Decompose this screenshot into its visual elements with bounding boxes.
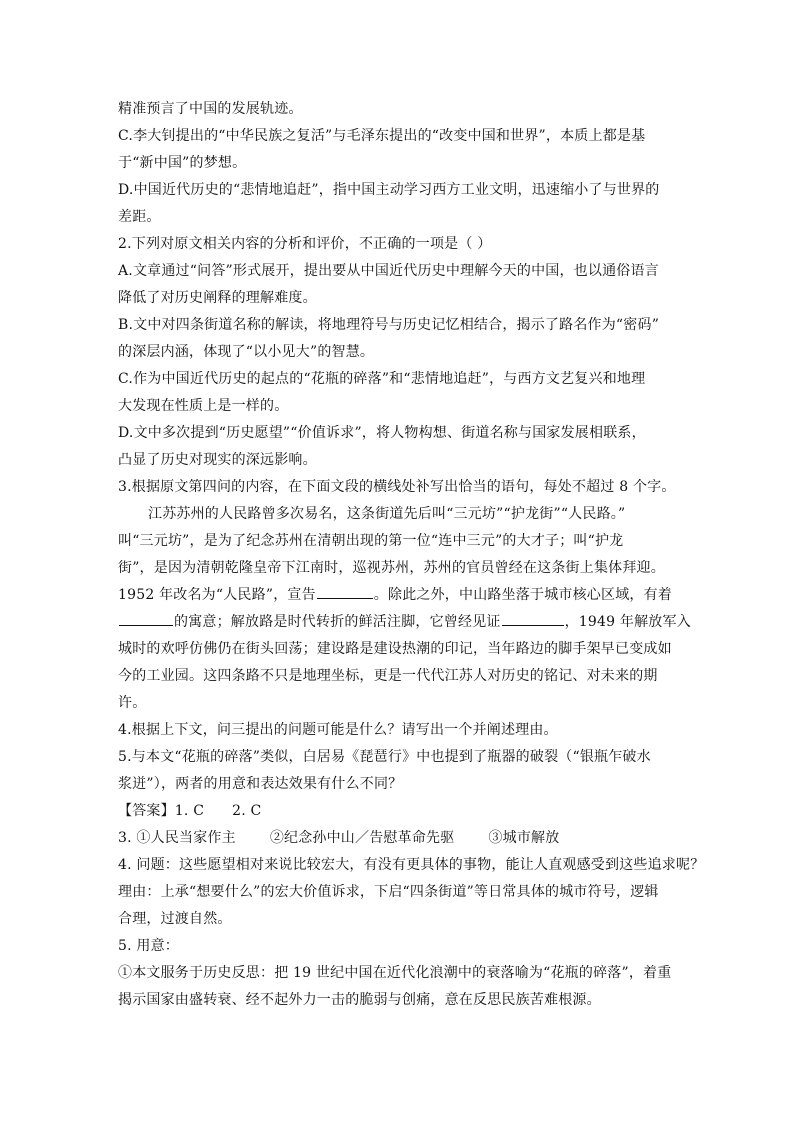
passage-text: 的寓意；解放路是时代转折的鲜活注脚，它曾经见证	[174, 614, 501, 630]
answer-text: 3. ①人民当家作主	[118, 830, 236, 846]
text-line: 浆迸”），两者的用意和表达效果有什么不同？	[118, 776, 403, 792]
passage-line: 叫“三元坊”，是为了纪念苏州在清朝出现的第一位“连中三元”的大才子；叫“护龙	[118, 533, 624, 549]
answer-line: 5. 用意：	[118, 938, 180, 954]
passage-line: 街”，是因为清朝乾隆皇帝下江南时，巡视苏州，苏州的官员曾经在这条街上集体拜迎。	[118, 560, 665, 576]
passage-line: 今的工业园。这四条路不只是地理坐标，更是一代代江苏人对历史的铭记、对未来的期	[118, 668, 658, 684]
text-line: 差距。	[118, 209, 161, 225]
answer-line: ①本文服务于历史反思：把 19 世纪中国在近代化浪潮中的衰落喻为“花瓶的碎落”，着重	[118, 965, 672, 981]
answer-line	[118, 798, 678, 825]
answer-line	[118, 825, 678, 852]
document-page	[118, 96, 705, 1014]
passage-line: 江苏苏州的人民路曾多次易名，这条街道先后叫“三元坊”“护龙街”“人民路。”	[148, 506, 626, 522]
answer-text: ③城市解放	[488, 830, 560, 846]
text-line: 凸显了历史对现实的深远影响。	[118, 452, 317, 468]
answer-text: ②纪念孙中山／告慰革命先驱	[269, 830, 455, 846]
text-line: 大发现在性质上是一样的。	[118, 398, 289, 414]
option-d-line: D.文中多次提到“历史愿望”“价值诉求”，将人物构想、街道名称与国家发展相联系，	[118, 425, 646, 441]
fill-in-blank	[502, 609, 564, 626]
question-4: 4.根据上下文，问三提出的问题可能是什么？请写出一个并阐述理由。	[118, 722, 558, 738]
text-line: 精准预言了中国的发展轨迹。	[118, 101, 303, 117]
passage-line: 城时的欢呼仿佛仍在街头回荡；建设路是建设热潮的印记，当年路边的脚手架早已变成如	[118, 641, 672, 657]
answer-line: 揭示国家由盛转衰、经不起外力一击的脆弱与创痛，意在反思民族苦难根源。	[118, 992, 601, 1008]
option-d-line: D.中国近代历史的“悲情地追赶”，指中国主动学习西方工业文明，迅速缩小了与世界的	[118, 182, 660, 198]
fill-in-blank	[119, 609, 173, 626]
answer-label: 【答案】1. C	[118, 803, 205, 819]
passage-text: 1952 年改名为“人民路”，宣告	[118, 587, 316, 603]
answer-line: 理由：上承“想要什么”的宏大价值诉求，下启“四条街道”等日常具体的城市符号，逻辑	[118, 884, 659, 900]
passage-text: 。除此之外，中山路坐落于城市核心区域，有着	[373, 587, 672, 603]
question-5: 5.与本文“花瓶的碎落”类似，白居易《琵琶行》中也提到了瓶器的破裂（“银瓶乍破水	[118, 749, 651, 765]
option-b-line: B.文中对四条街道名称的解读，将地理符号与历史记忆相结合，揭示了路名作为“密码”	[118, 317, 660, 333]
answer-line: 4. 问题：这些愿望相对来说比较宏大，有没有更具体的事物，能让人直观感受到这些追求呢？	[118, 857, 705, 873]
passage-line	[118, 582, 678, 609]
passage-text: ，1949 年解放军入	[564, 614, 691, 630]
text-line: 于“新中国”的梦想。	[118, 155, 247, 171]
option-c-line: C.李大钊提出的“中华民族之复活”与毛泽东提出的“改变中国和世界”，本质上都是基	[118, 128, 646, 144]
answer-line: 合理，过渡自然。	[118, 911, 232, 927]
passage-line	[118, 609, 691, 636]
question-3: 3.根据原文第四问的内容，在下面文段的横线处补写出恰当的语句，每处不超过 8 个字。	[118, 479, 676, 495]
fill-in-blank	[317, 582, 373, 599]
option-c-line: C.作为中国近代历史的起点的“花瓶的碎落”和“悲情地追赶”，与西方文艺复兴和地理	[118, 371, 646, 387]
option-a-line: A.文章通过“问答”形式展开，提出要从中国近代历史中理解今天的中国，也以通俗语言	[118, 263, 659, 279]
text-line: 降低了对历史阐释的理解难度。	[118, 290, 317, 306]
answer-text: 2. C	[232, 803, 262, 819]
text-line: 的深层内涵，体现了“以小见大”的智慧。	[118, 344, 375, 360]
passage-line: 许。	[118, 695, 147, 711]
question-2: 2.下列对原文相关内容的分析和评价，不正确的一项是（ ）	[118, 236, 492, 252]
